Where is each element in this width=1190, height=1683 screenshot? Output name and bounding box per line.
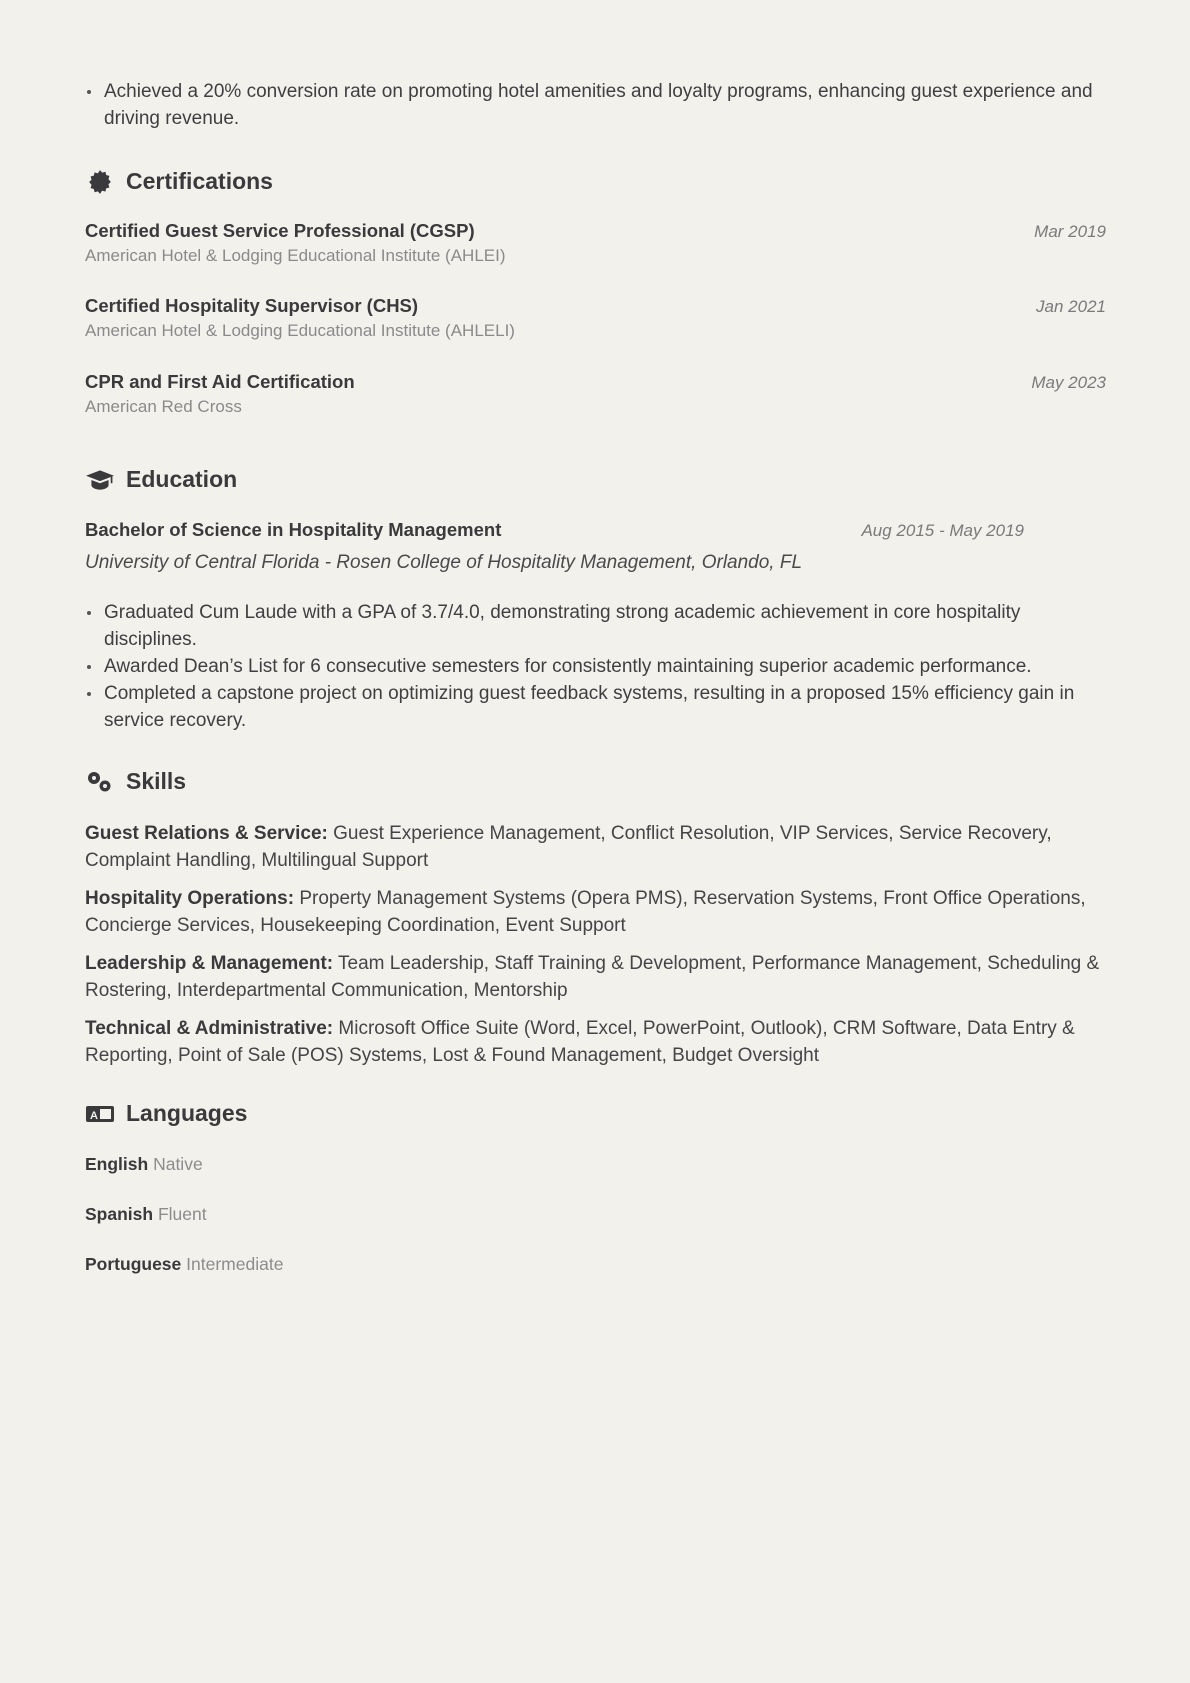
graduation-cap-icon <box>85 467 115 493</box>
cert-title: Certified Guest Service Professional (CGSP) <box>85 220 475 241</box>
svg-text:A: A <box>90 1109 98 1122</box>
cert-item <box>85 220 1106 266</box>
language-icon <box>85 1101 115 1127</box>
cert-date: Jan 2021 <box>1036 297 1106 316</box>
bullet: Graduated Cum Laude with a GPA of 3.7/4.0, demonstrating strong academic achievement in core hospitality disciplines. <box>104 599 1106 653</box>
skill-group: Leadership & Management: Team Leadership, Staff Training & Development, Performance Management, Scheduling & Rostering, Interdepartmental Communication, Mentorship <box>85 953 1100 1001</box>
education-dates: Aug 2015 - May 2019 <box>861 521 1024 540</box>
cert-item <box>85 295 1106 341</box>
experience-bullets <box>85 78 1106 132</box>
cert-date: May 2023 <box>1031 373 1106 392</box>
cert-title: CPR and First Aid Certification <box>85 371 355 392</box>
skills-heading: Skills <box>85 768 1106 795</box>
badge-icon <box>85 169 115 195</box>
skill-group: Hospitality Operations: Property Management Systems (Opera PMS), Reservation Systems, Front Office Operations, Concierge Services, Housekeeping Coordination, Event Support <box>85 888 1086 936</box>
language-item: Portuguese Intermediate <box>85 1254 284 1274</box>
school: University of Central Florida - Rosen College of Hospitality Management, Orlando, FL <box>85 552 803 573</box>
cert-issuer: American Hotel & Lodging Educational Institute (AHLELI) <box>85 321 515 340</box>
education-entry <box>85 519 1024 541</box>
cert-date: Mar 2019 <box>1034 222 1106 241</box>
language-item: English Native <box>85 1154 203 1174</box>
bullet: Achieved a 20% conversion rate on promoting hotel amenities and loyalty programs, enhancing guest experience and driving revenue. <box>104 78 1106 132</box>
language-item: Spanish Fluent <box>85 1204 207 1224</box>
skills-list <box>85 820 1106 1069</box>
education-bullets <box>85 599 1106 734</box>
cert-issuer: American Red Cross <box>85 397 242 416</box>
degree: Bachelor of Science in Hospitality Management <box>85 519 502 540</box>
cert-issuer: American Hotel & Lodging Educational Institute (AHLEI) <box>85 246 506 265</box>
cert-title: Certified Hospitality Supervisor (CHS) <box>85 295 419 316</box>
skill-group: Technical & Administrative: Microsoft Office Suite (Word, Excel, PowerPoint, Outlook), CRM Software, Data Entry & Reporting, Point of Sale (POS) Systems, Lost & Found Management, Budget Oversight <box>85 1018 1075 1066</box>
bullet: Completed a capstone project on optimizing guest feedback systems, resulting in a proposed 15% efficiency gain in service recovery. <box>104 680 1106 734</box>
cert-item <box>85 371 1106 417</box>
bullet: Awarded Dean’s List for 6 consecutive semesters for consistently maintaining superior academic performance. <box>104 653 1106 680</box>
languages-heading: A Languages <box>85 1100 1106 1127</box>
certifications-heading: Certifications <box>85 168 1106 195</box>
education-heading: Education <box>85 466 1106 493</box>
skill-group: Guest Relations & Service: Guest Experience Management, Conflict Resolution, VIP Services, Service Recovery, Complaint Handling, Multilingual Support <box>85 823 1052 871</box>
gears-icon <box>85 769 115 795</box>
